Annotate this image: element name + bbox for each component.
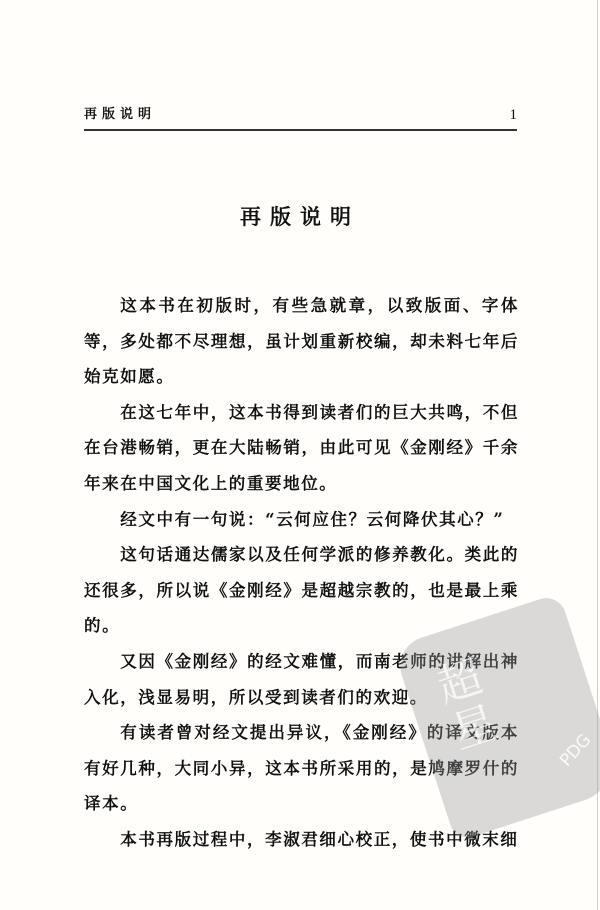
running-header <box>84 106 517 128</box>
chapter-title: 再版说明 <box>240 205 360 229</box>
watermark-label: PDG <box>556 730 596 771</box>
running-title: 再版说明 <box>84 107 157 122</box>
page-number: 1 <box>509 107 517 123</box>
paragraph: 这句话通达儒家以及任何学派的修养教化。类此的还很多，所以说《金刚经》是超越宗教的，也是最上乘的。 <box>84 545 519 636</box>
paragraph: 在这七年中，这本书得到读者们的巨大共鸣，不但在台港畅销，更在大陆畅销，由此可见《金刚经》千余年来在中国文化上的重要地位。 <box>84 402 519 493</box>
paragraph: 这本书在初版时，有些急就章，以致版面、字体等，多处都不尽理想，虽计划重新校编，却未料七年后始克如愿。 <box>84 296 519 387</box>
paragraph: 经文中有一句说：“云何应住？云何降伏其心？” <box>120 509 505 529</box>
paragraph: 又因《金刚经》的经文难懂，而南老师的讲解出神入化，浅显易明，所以受到读者们的欢迎。 <box>84 651 519 707</box>
page-edge <box>597 0 598 910</box>
body-text <box>84 288 519 858</box>
watermark-seal-glyphs: 超星 <box>423 652 502 760</box>
header-rule <box>84 129 517 131</box>
paragraph: 本书再版过程中，李淑君细心校正，使书中微末细 <box>120 829 519 849</box>
paragraph: 有读者曾对经文提出异议，《金刚经》的译文版本有好几种，大同小异，这本书所采用的，是鸠摩罗什的译本。 <box>84 723 519 814</box>
